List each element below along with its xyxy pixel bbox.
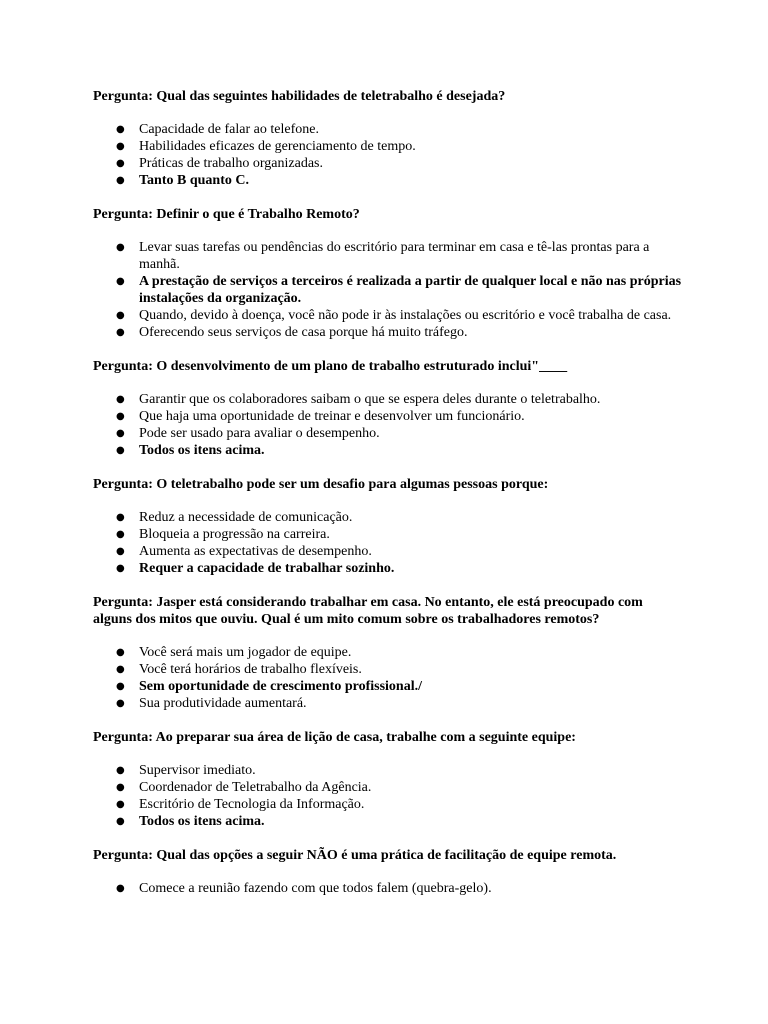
answer-text: Escritório de Tecnologia da Informação.	[139, 797, 365, 812]
answer-text: Você terá horários de trabalho flexíveis.	[139, 662, 362, 677]
question-block	[93, 476, 683, 577]
bullet-icon: ●	[116, 799, 125, 810]
bullet-icon: ●	[116, 816, 125, 827]
answer-text: Sua produtividade aumentará.	[139, 696, 307, 711]
answer-text: Supervisor imediato.	[139, 763, 256, 778]
bullet-icon: ●	[116, 428, 125, 439]
answer-item	[93, 644, 683, 661]
answer-text: Práticas de trabalho organizadas.	[139, 156, 324, 171]
answer-text: Oferecendo seus serviços de casa porque há muito tráfego.	[139, 325, 468, 340]
bullet-icon: ●	[116, 310, 125, 321]
answer-text: A prestação de serviços a terceiros é realizada a partir de qualquer local e não nas próprias instalações da organização.	[139, 274, 682, 306]
bullet-icon: ●	[116, 124, 125, 135]
bullet-icon: ●	[116, 276, 125, 287]
answer-item	[93, 526, 683, 543]
question-block	[93, 358, 683, 459]
answer-list	[93, 762, 683, 830]
document-page	[93, 88, 683, 914]
answer-text: Habilidades eficazes de gerenciamento de tempo.	[139, 139, 416, 154]
bullet-icon: ●	[116, 883, 125, 894]
answer-text: Reduz a necessidade de comunicação.	[139, 510, 353, 525]
answer-item	[93, 121, 683, 138]
question-block	[93, 594, 683, 712]
answer-list	[93, 644, 683, 712]
answer-item	[93, 138, 683, 155]
bullet-icon: ●	[116, 242, 125, 253]
answer-text: Requer a capacidade de trabalhar sozinho.	[139, 561, 395, 576]
answer-item	[93, 425, 683, 442]
answer-list	[93, 509, 683, 577]
question-block	[93, 847, 683, 897]
bullet-icon: ●	[116, 175, 125, 186]
question-block	[93, 206, 683, 341]
answer-item-correct	[93, 560, 683, 577]
question-text: Pergunta: O desenvolvimento de um plano de trabalho estruturado inclui"____	[93, 359, 568, 374]
answer-text: Quando, devido à doença, você não pode ir às instalações ou escritório e você trabalha de casa.	[139, 308, 672, 323]
answer-item	[93, 509, 683, 526]
answer-item	[93, 391, 683, 408]
question-text: Pergunta: O teletrabalho pode ser um desafio para algumas pessoas porque:	[93, 477, 549, 492]
answer-item-correct	[93, 813, 683, 830]
bullet-icon: ●	[116, 529, 125, 540]
answer-text: Capacidade de falar ao telefone.	[139, 122, 319, 137]
bullet-icon: ●	[116, 158, 125, 169]
answer-item-correct	[93, 678, 683, 695]
answer-item	[93, 155, 683, 172]
question-block	[93, 88, 683, 189]
answer-item-correct	[93, 273, 683, 307]
bullet-icon: ●	[116, 141, 125, 152]
bullet-icon: ●	[116, 563, 125, 574]
question-text: Pergunta: Qual das opções a seguir NÃO é uma prática de facilitação de equipe remota.	[93, 848, 617, 863]
question-text: Pergunta: Qual das seguintes habilidades de teletrabalho é desejada?	[93, 89, 506, 104]
question-text: Pergunta: Definir o que é Trabalho Remoto?	[93, 207, 360, 222]
answer-text: Aumenta as expectativas de desempenho.	[139, 544, 372, 559]
bullet-icon: ●	[116, 698, 125, 709]
answer-text: Que haja uma oportunidade de treinar e desenvolver um funcionário.	[139, 409, 525, 424]
answer-item-correct	[93, 442, 683, 459]
bullet-icon: ●	[116, 647, 125, 658]
bullet-icon: ●	[116, 327, 125, 338]
answer-text: Coordenador de Teletrabalho da Agência.	[139, 780, 372, 795]
question-block	[93, 729, 683, 830]
bullet-icon: ●	[116, 765, 125, 776]
answer-item	[93, 324, 683, 341]
answer-item	[93, 239, 683, 273]
answer-text: Sem oportunidade de crescimento profissional./	[139, 679, 422, 694]
answer-item	[93, 307, 683, 324]
answer-text: Garantir que os colaboradores saibam o que se espera deles durante o teletrabalho.	[139, 392, 601, 407]
answer-list	[93, 239, 683, 341]
question-text: Pergunta: Ao preparar sua área de lição de casa, trabalhe com a seguinte equipe:	[93, 730, 576, 745]
answer-text: Tanto B quanto C.	[139, 173, 249, 188]
answer-list	[93, 880, 683, 897]
answer-list	[93, 391, 683, 459]
answer-item	[93, 408, 683, 425]
answer-item	[93, 695, 683, 712]
answer-item	[93, 796, 683, 813]
bullet-icon: ●	[116, 664, 125, 675]
bullet-icon: ●	[116, 546, 125, 557]
bullet-icon: ●	[116, 445, 125, 456]
answer-item-correct	[93, 172, 683, 189]
answer-text: Levar suas tarefas ou pendências do escritório para terminar em casa e tê-las prontas para a manhã.	[139, 240, 650, 272]
answer-list	[93, 121, 683, 189]
answer-text: Todos os itens acima.	[139, 814, 265, 829]
bullet-icon: ●	[116, 512, 125, 523]
answer-text: Comece a reunião fazendo com que todos falem (quebra-gelo).	[139, 881, 492, 896]
answer-item	[93, 880, 683, 897]
bullet-icon: ●	[116, 394, 125, 405]
answer-text: Bloqueia a progressão na carreira.	[139, 527, 330, 542]
answer-item	[93, 543, 683, 560]
answer-text: Pode ser usado para avaliar o desempenho.	[139, 426, 380, 441]
bullet-icon: ●	[116, 411, 125, 422]
answer-item	[93, 762, 683, 779]
answer-item	[93, 661, 683, 678]
answer-text: Todos os itens acima.	[139, 443, 265, 458]
answer-text: Você será mais um jogador de equipe.	[139, 645, 352, 660]
question-text: Pergunta: Jasper está considerando trabalhar em casa. No entanto, ele está preocupado com alguns dos mitos que ouviu. Qual é um mito comum sobre os trabalhadores remotos?	[93, 595, 643, 627]
bullet-icon: ●	[116, 681, 125, 692]
bullet-icon: ●	[116, 782, 125, 793]
answer-item	[93, 779, 683, 796]
